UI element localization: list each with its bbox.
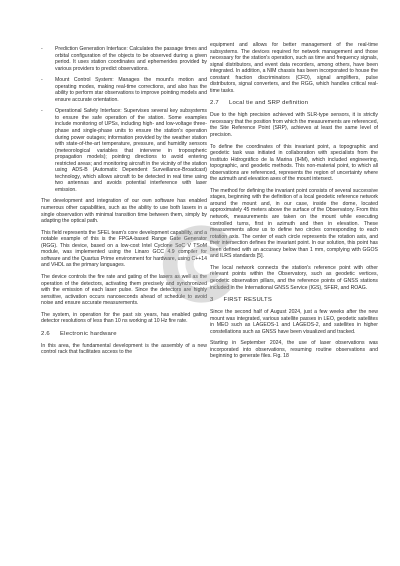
- left-column: [41, 46, 207, 361]
- section-heading: [210, 297, 378, 304]
- body-paragraph: Since the second half of August 2024, just a few weeks after the new mount was integrated, various satellite passes in LEO, geodetic satellites in MEO such as LAGEOS-1 and LAGEOS-2, and satellites in higher constellations such as GNSS have been visualized and tracked.: [210, 309, 378, 335]
- section-title: Electronic hardware: [59, 330, 117, 337]
- body-paragraph: Due to the high precision achieved with SLR-type sensors, it is strictly necessary that the position from which the measurements are referenced, the Site Reference Point (SRP), achieves at least the same level of precision.: [210, 112, 378, 139]
- right-column: [210, 42, 378, 365]
- body-paragraph: The development and integration of our own software has enabled numerous other capabilities, such as the ability to use both lasers in a single observation with minimal transition time between them, simply by adapting the optical path.: [41, 198, 207, 225]
- bullet-item: [41, 77, 207, 103]
- section-title: Local tie and SRP definition: [228, 100, 309, 107]
- section-heading: [210, 100, 378, 107]
- body-paragraph: This field represents the SFEL team's core development capability, and a notable example of this is the FPGA-based Range Gate Generator (RGG). This device, based on a low-cost Intel Cyclone SoC V TSoM module, was implemented using the Linaro GCC 4.9 compiler for software and the Quartus Prime environment for hardware, using C++14 and VHDL as the primary languages.: [41, 229, 207, 269]
- body-paragraph: To define the coordinates of this invariant point, a topographic and geodetic task was initiated in collaboration with specialists from the Instituto Hidrográfico de la Marina (IHM), which included engineering, topographic, and geodetic methods. This non-material point, to which all observations are referenced, represents the region of uncertainty where the azimuth and elevation axes of the mount intersect.: [210, 143, 378, 183]
- section-number: 2.6: [41, 330, 50, 337]
- body-paragraph: In this area, the fundamental development is the assembly of a new control rack that facilitates access to the: [41, 342, 207, 356]
- body-paragraph: Starting in September 2024, the use of laser observations was incorporated into observations, resuming routine observations and beginning to generate files. Fig. 18: [210, 340, 378, 360]
- bullet-text: Prediction Generation Interface: Calculates the passage times and orbital configuration of the objects to be observed during a given period. It uses station coordinates and ephemerides provided by various providers to predict observations.: [55, 46, 207, 72]
- bullet-text: Mount Control System: Manages the mount's motion and operating modes, making real-time corrections, and also has the ability to perform star observations to improve pointing models and ensure accurate orientation.: [55, 77, 207, 103]
- bullet-dash: -: [41, 46, 43, 52]
- body-paragraph: The system, in operation for the past six years, has enabled gating detector resolutions of less than 10 ns working at 10 Hz fire rate.: [41, 311, 207, 325]
- bullet-item: [41, 46, 207, 72]
- body-paragraph: The method for defining the invariant point consists of several successive stages, beginning with the definition of a local geodetic reference network around the mount and, in our case, inside the dome, located approximately 45 meters above the surface of the Observatory. From this network, measurements are taken on the mount while executing controlled turns, first in azimuth and then in elevation. These measurements allow us to define two circles corresponding to each rotation axis. The center of each circle represents the rotation axis, and their intersection defines the invariant point. In our solution, this point has been defined with an accuracy below than 1 mm, complying with GGOS and ILRS standards [5].: [210, 187, 378, 260]
- bullet-text: Operational Safety Interface: Supervises several key subsystems to ensure the safe operation of the station. Some examples include monitoring of UPSs, including high- and low-voltage three-phase and single-phase units to ensure the station's operation during power outages; information provided by the weather station with state-of-the-art temperature, pressure, and humidity sensors (meteorological variables that intervene in tropospheric propagation models); pointing directions to avoid entering restricted areas; and monitoring aircraft in the vicinity of the station using ADS-B (Automatic Dependent Surveillance-Broadcast) technology, which allows aircraft to be detected in real time using two antennas and avoids potential interference with laser emission.: [55, 108, 207, 193]
- body-paragraph: The local network connects the station's reference point with other relevant points within the Observatory, such as geodetic vertices, geodetic observation pillars, and the reference points of GNSS stations included in the International GNSS Service (IGS), SFER, and ROAG.: [210, 264, 378, 291]
- body-paragraph: The device controls the fire rate and gating of the lasers as well as the operation of the detectors, activating them precisely and synchronized with the emission of each laser pulse. Since the detectors are highly sensitive, activation occurs nanoseconds ahead of schedule to avoid noise and ensure accurate measurements.: [41, 273, 207, 307]
- section-number: 2.7: [210, 100, 219, 107]
- section-number: 3: [210, 297, 214, 304]
- section-title: FIRST RESULTS: [223, 297, 273, 304]
- section-heading: [41, 331, 207, 338]
- bullet-dash: -: [41, 77, 43, 84]
- bullet-dash: -: [41, 108, 43, 115]
- subsystem-bullet-list: [41, 46, 207, 193]
- body-paragraph: equipment and allows for better management of the real-time subsystems. The devices required for network management and those necessary for the station's operation, such as time and frequency signals, signal distributors, and event data recorders, among others, have been integrated. In addition, a NIM chassis has been incorporated to house the constant fraction discriminators (CFD), signal amplifiers, pulse distributors, signal converters, and the RGG, which handles critical real-time tasks.: [210, 42, 378, 94]
- bullet-item: [41, 108, 207, 193]
